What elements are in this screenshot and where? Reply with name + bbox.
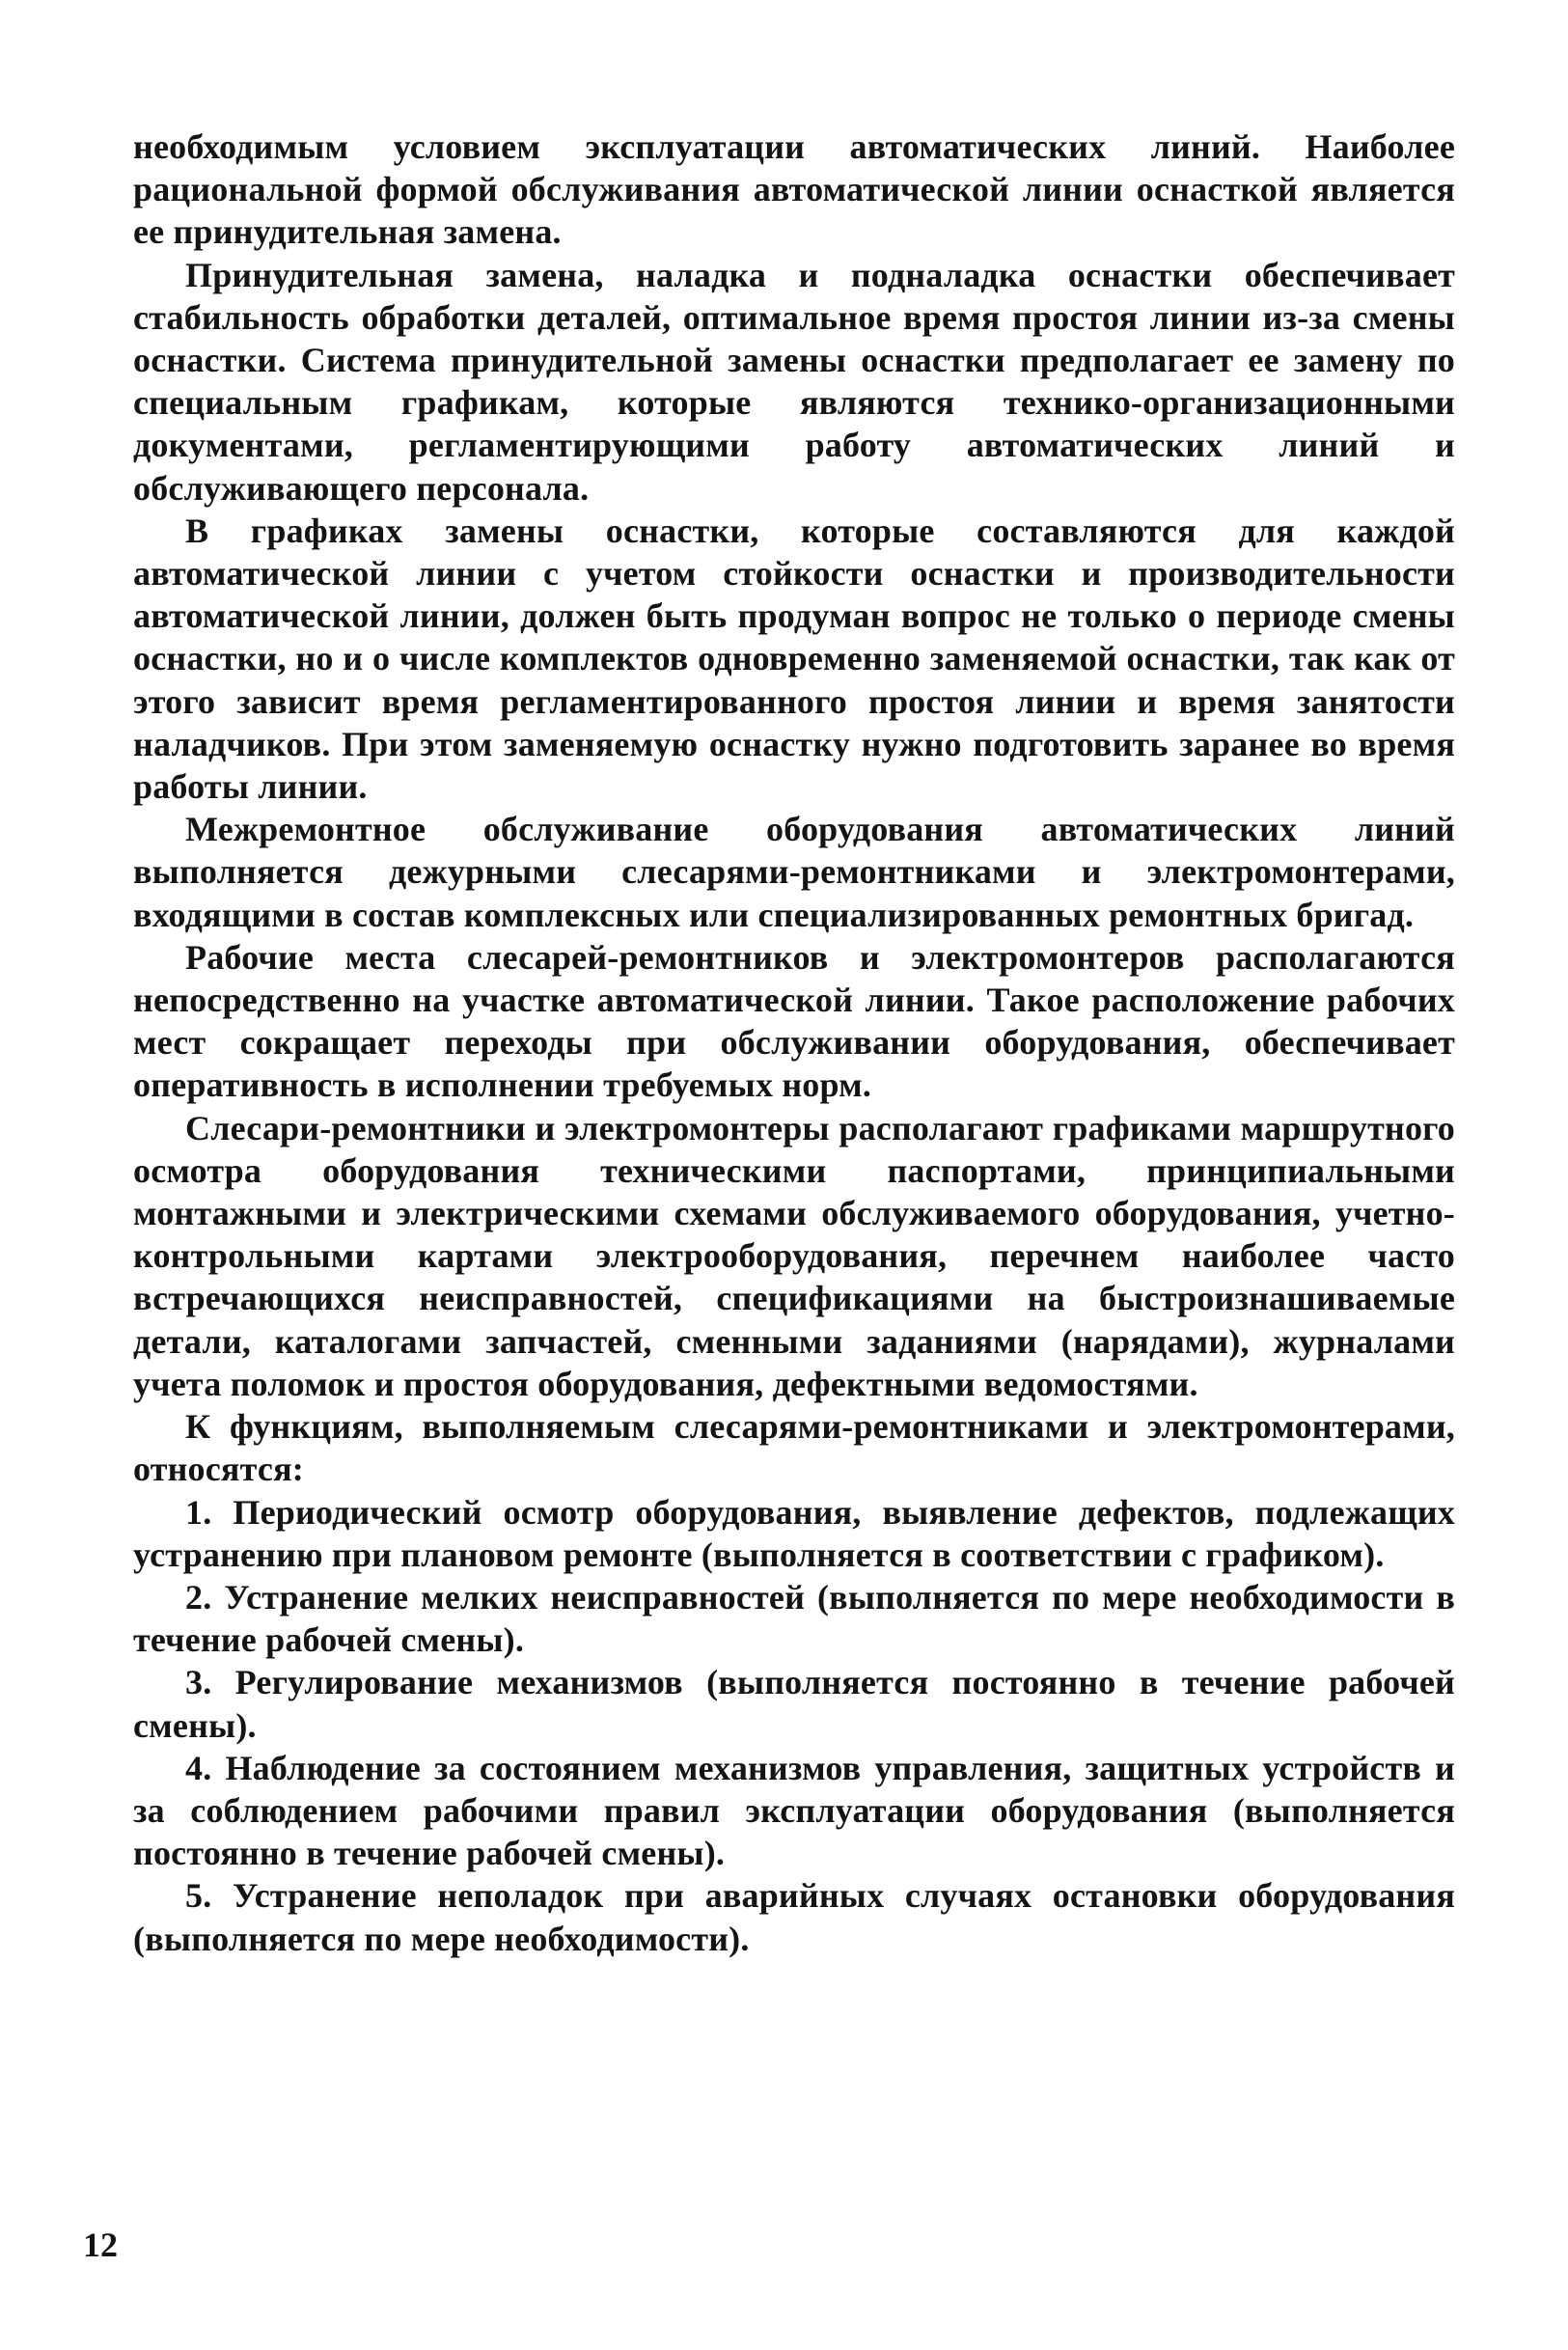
list-item-2: 2. Устранение мелких неисправностей (выполняется по мере необходимости в течение рабочей смены). [133,1577,1455,1660]
body-text [133,125,1455,1960]
list-item-4: 4. Наблюдение за состоянием механизмов управления, защитных устройств и за соблюдением рабочими правил эксплуатации оборудования (выполняется постоянно в течение рабочей смены). [133,1748,1455,1873]
page-number: 12 [83,2226,118,2264]
paragraph-2: Принудительная замена, наладка и подналадка оснастки обеспечивает стабильность обработки деталей, оптимальное время простоя линии из-за смены оснастки. Система принудительной замены оснастки предполагает ее замену по специальным графикам, которые являются технико-организационными документами, регламентирующими работу автоматических линий и обслуживающего персонала. [133,255,1455,508]
paragraph-4: Межремонтное обслуживание оборудования автоматических линий выполняется дежурными слесарями-ремонтниками и электромонтерами, входящими в состав комплексных или специализированных ремонтных бригад. [133,810,1455,934]
paragraph-5: Рабочие места слесарей-ремонтников и электромонтеров располагаются непосредственно на участке автоматической линии. Такое расположение рабочих мест сокращает переходы при обслуживании оборудования, обеспечивает оперативность в исполнении требуемых норм. [133,937,1455,1105]
list-item-5: 5. Устранение неполадок при аварийных случаях остановки оборудования (выполняется по мере необходимости). [133,1876,1455,1958]
paragraph-3: В графиках замены оснастки, которые составляются для каждой автоматической линии с учетом стойкости оснастки и производительности автоматической линии, должен быть продуман вопрос не только о периоде смены оснастки, но и о числе комплектов одновременно заменяемой оснастки, так как от этого зависит время регламентированного простоя линии и время занятости наладчиков. При этом заменяемую оснастку нужно подготовить заранее во время работы линии. [133,511,1455,807]
paragraph-7: К функциям, выполняемым слесарями-ремонтниками и электромонтерами, относятся: [133,1407,1455,1489]
list-item-1: 1. Периодический осмотр оборудования, выявление дефектов, подлежащих устранению при плановом ремонте (выполняется в соответствии с графиком). [133,1492,1455,1574]
paragraph-1: необходимым условием эксплуатации автоматических линий. Наиболее рациональной формой обслуживания автоматической линии оснасткой является ее принудительная замена. [133,127,1455,252]
paragraph-6: Слесари-ремонтники и электромонтеры располагают графиками маршрутного осмотра оборудования техническими паспортами, принципиальными монтажными и электрическими схемами обслуживаемого оборудования, учетно-контрольными картами электрооборудования, перечнем наиболее часто встречающихся неисправностей, спецификациями на быстроизнашиваемые детали, каталогами запчастей, сменными заданиями (нарядами), журналами учета поломок и простоя оборудования, дефектными ведомостями. [133,1108,1455,1403]
list-item-3: 3. Регулирование механизмов (выполняется постоянно в течение рабочей смены). [133,1663,1455,1745]
